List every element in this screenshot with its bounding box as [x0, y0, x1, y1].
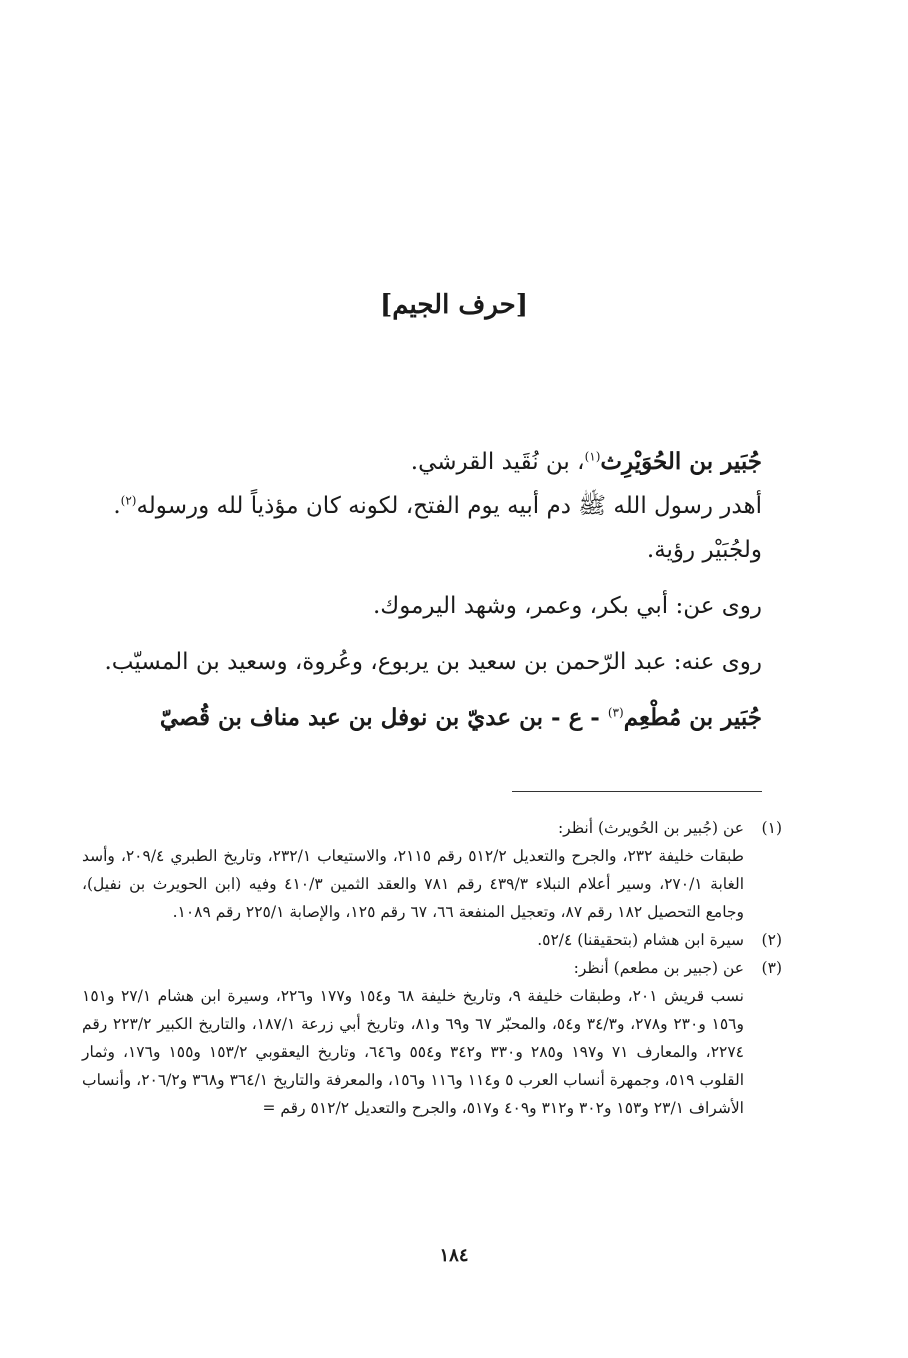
chapter-title: [حرف الجيم] — [379, 290, 529, 320]
footnote — [82, 954, 782, 1122]
entry-name: جُبَير بن مُطْعِم — [623, 704, 762, 731]
footnote-lead-row — [82, 814, 782, 842]
entry-text-tail: . — [113, 493, 121, 519]
entry-lineage: ، بن نُقَيد القرشي. — [410, 449, 585, 475]
page-number: ١٨٤ — [439, 1245, 469, 1266]
narrated-by: روى عنه: عبد الرّحمن بن سعيد بن يربوع، وعُروة، وسعيد بن المسيّب. — [104, 649, 762, 675]
footnote-ref: (١) — [584, 449, 601, 464]
footnote-body: طبقات خليفة ٢٣٢، والجرح والتعديل ٥١٢/٢ رقم ٢١١٥، والاستيعاب ٢٣٢/١، وتاريخ الطبري ٢٠٩/٤، وأسد الغابة ٢٧٠/١، وسير أعلام النبلاء ٤٣٩/٣ رقم ٧٨١ والعقد الثمين ٤١٠/٣ وفيه (ابن الحويرث بن نفيل)، وجامع التحصيل ١٨٢ رقم ٨٧، وتعجيل المنفعة ٦٦، ٦٧ رقم ١٢٥، والإصابة ٢٢٥/١ رقم ١٠٨٩. — [82, 847, 745, 921]
footnote-ref: (٣) — [607, 705, 624, 720]
footnote — [82, 926, 782, 954]
entry-text-line — [82, 484, 762, 528]
entry-name: جُبَير بن الحُوَيْرِث — [600, 448, 762, 475]
footnote-lead: عن (جبير بن مطعم) أنظر: — [573, 959, 744, 977]
footnote-number: (١) — [761, 819, 782, 837]
entry-lineage: - ع - بن عديّ بن نوفل بن عبد مناف بن قُصيّ — [159, 704, 608, 731]
footnote-number: (٢) — [761, 931, 782, 949]
footnote-lead-row — [82, 954, 782, 982]
footnote-lead: سيرة ابن هشام (بتحقيقنا) ٥٢/٤. — [537, 931, 744, 949]
narrated-from: روى عن: أبي بكر، وعمر، وشهد اليرموك. — [372, 593, 762, 619]
entry-text: ولجُبَيْر رؤية. — [646, 537, 762, 563]
entry-text-line — [82, 528, 762, 572]
footnote-body: نسب قريش ٢٠١، وطبقات خليفة ٩، وتاريخ خليفة ٦٨ و١٥٤ و١٧٧ و٢٢٦، وسيرة ابن هشام ٢٧/١ و١٥١ و١٥٦ و٢٣٠ و٢٧٨، و٣٤/٣ و٥٤، والمحبّر ٦٧ و٦٩ و٨١، وتاريخ أبي زرعة ١٨٧/١، والتاريخ الكبير ٢٢٣/٢ رقم ٢٢٧٤، والمعارف ٧١ و١٩٧ و٢٨٥ و٣٣٠ و٣٤٢ و٥٥٤ و٦٤٦، وتاريخ اليعقوبي ١٥٣/٢ و١٥٥ و١٧٦، وثمار القلوب ٥١٩، وجمهرة أنساب العرب ٥ و١١٤ و١١٦ و١٥٦، والمعرفة والتاريخ ٣٦٤/١ و٣٦٨ و٢٠٦/٢، وأنساب الأشراف ٢٣/١ و١٥٣ و٣٠٢ و٣١٢ و٤٠٩ و٥١٧، والجرح والتعديل ٥١٢/٢ رقم = — [82, 987, 745, 1117]
entry-heading — [82, 696, 762, 740]
footnote — [82, 814, 782, 926]
footnotes — [82, 814, 782, 1122]
footnote-lead-row — [82, 926, 782, 954]
main-text — [82, 440, 762, 740]
footnote-separator — [512, 791, 762, 792]
entry-heading — [82, 440, 762, 484]
footnote-lead: عن (جُبير بن الحُويرث) أنظر: — [557, 819, 744, 837]
footnote-number: (٣) — [761, 959, 782, 977]
entry-text: أهدر رسول الله ﷺ دم أبيه يوم الفتح، لكونه كان مؤذياً لله ورسوله — [136, 493, 762, 519]
footnote-ref: (٢) — [120, 493, 137, 508]
